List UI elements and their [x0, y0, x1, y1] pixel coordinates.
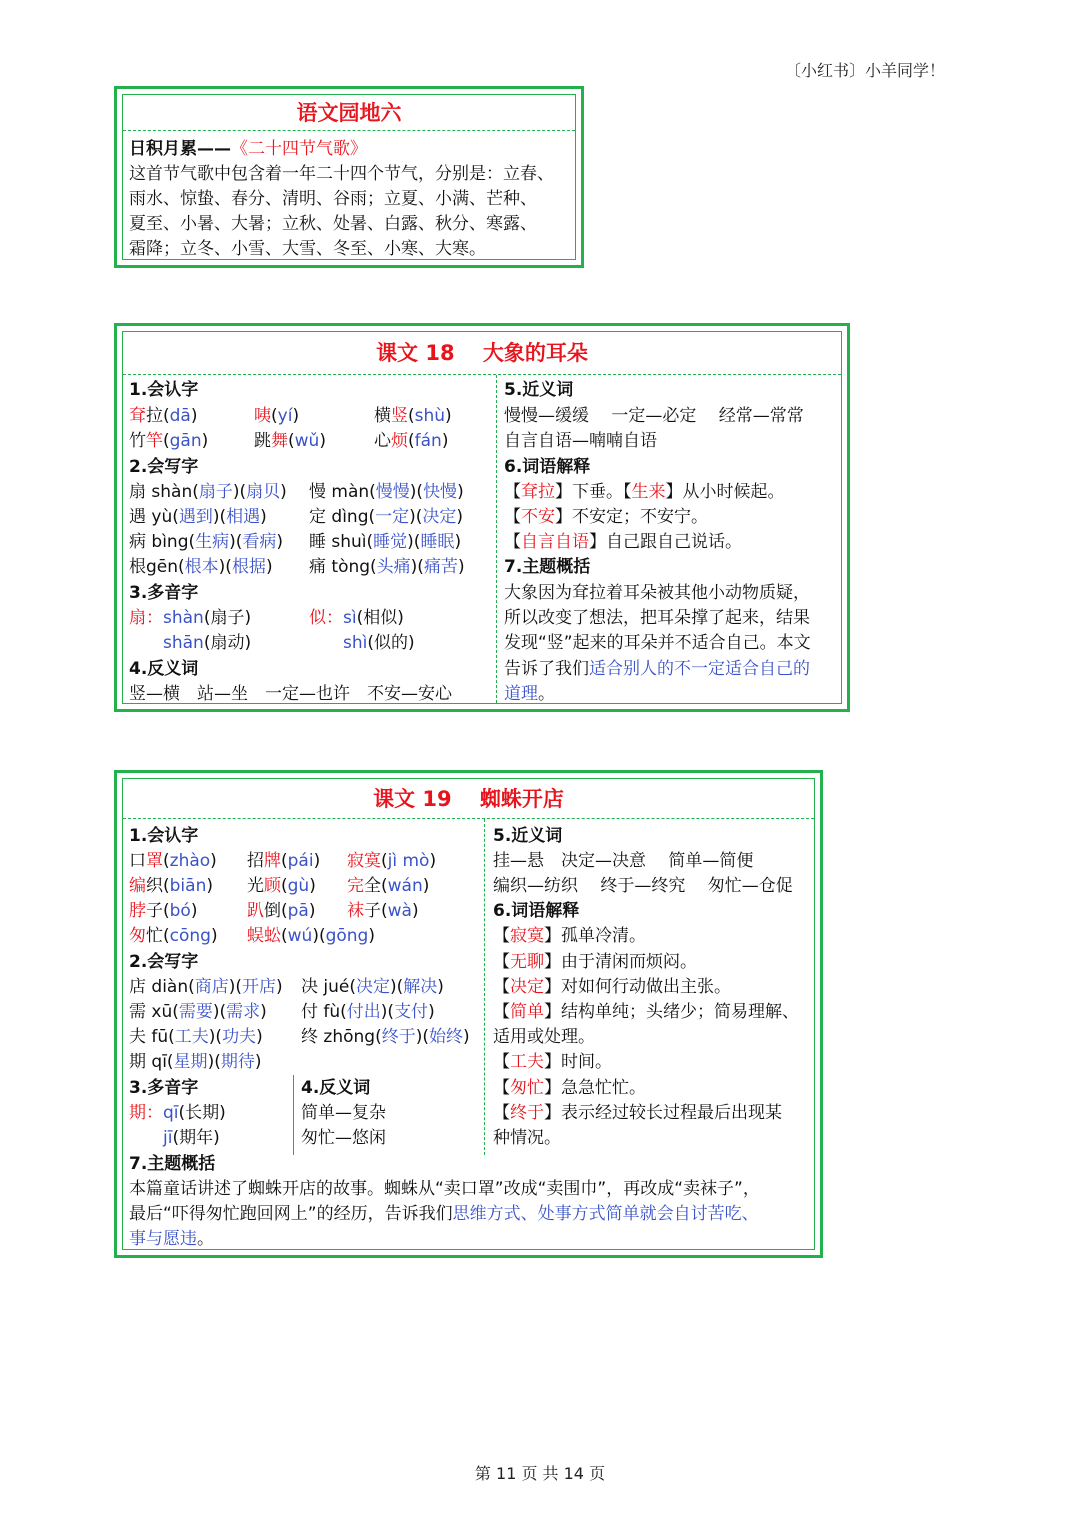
write-item: 终 zhōng(终于)(始终): [301, 1027, 470, 1047]
write-item: 根gēn(根本)(根据): [129, 557, 273, 577]
card-lesson-19: [114, 770, 823, 1258]
char-item: 心烦(fán): [374, 431, 449, 451]
write-item: 痛 tòng(头痛)(痛苦): [309, 557, 465, 577]
char-item: 蜈蚣(wú)(gōng): [247, 926, 375, 946]
heading-duoyinzi: 3.多音字: [129, 1078, 199, 1098]
polyphone-item: 期：qī(长期): [129, 1103, 226, 1123]
heading-jinyici: 5.近义词: [504, 380, 574, 400]
heading-duoyinzi: 3.多音字: [129, 583, 199, 603]
heading-huixiezi: 2.会写字: [129, 457, 199, 477]
summary-line: 事与愿违。: [129, 1229, 214, 1249]
char-item: 袜子(wà): [347, 901, 419, 921]
char-item: 咦(yí): [254, 406, 300, 426]
char-item: 匆忙(cōng): [129, 926, 218, 946]
heading-huixiezi: 2.会写字: [129, 952, 199, 972]
body-line: 雨水、惊蛰、春分、清明、谷雨；立夏、小满、芒种、: [129, 189, 537, 209]
definition-item: 【匆忙】急急忙忙。: [493, 1078, 646, 1098]
definition-item: 【不安】不安定；不安宁。: [504, 507, 708, 527]
summary-line: 大象因为耷拉着耳朵被其他小动物质疑，: [504, 583, 810, 603]
summary-line: 最后“吓得匆忙跑回网上”的经历，告诉我们思维方式、处事方式简单就会自讨苦吃、: [129, 1204, 759, 1224]
summary-line: 本篇童话讲述了蜘蛛开店的故事。蜘蛛从“卖口罩”改成“卖围巾”，再改成“卖袜子”，: [129, 1179, 760, 1199]
definition-item: 【耷拉】下垂。【生来】从小时候起。: [504, 482, 785, 502]
char-item: 寂寞(jì mò): [347, 851, 437, 871]
definition-item: 【寂寞】孤单冷清。: [493, 926, 646, 946]
antonym-line: 简单—复杂: [301, 1103, 386, 1123]
polyphone-item: 似：sì(相似): [309, 608, 404, 628]
write-item: 期 qī(星期)(期待): [129, 1052, 262, 1072]
char-item: 口罩(zhào): [129, 851, 217, 871]
body-line: 霜降；立冬、小雪、大雪、冬至、小寒、大寒。: [129, 239, 486, 259]
summary-line: 所以改变了想法，把耳朵撑了起来，结果: [504, 608, 810, 628]
polyphone-item: shān(扇动): [163, 633, 252, 653]
write-item: 店 diàn(商店)(开店): [129, 977, 283, 997]
summary-line: 道理。: [504, 684, 555, 704]
page-number: 第 11 页 共 14 页: [474, 1464, 606, 1483]
card-title: 课文 18 大象的耳朵: [123, 332, 841, 375]
heading-fanyici: 4.反义词: [301, 1078, 371, 1098]
definition-item: 【终于】表示经过较长过程最后出现某: [493, 1103, 782, 1123]
char-item: 招牌(pái): [247, 851, 321, 871]
polyphone-item: shì(似的): [343, 633, 415, 653]
heading-jinyici: 5.近义词: [493, 826, 563, 846]
definition-item: 【工夫】时间。: [493, 1052, 612, 1072]
card-yuwen-yuandi: [114, 86, 584, 268]
antonym-line: 竖—横 站—坐 一定—也许 不安—安心: [129, 684, 452, 704]
char-item: 跳舞(wǔ): [254, 431, 326, 451]
char-item: 光顾(gù): [247, 876, 316, 896]
definition-item: 【无聊】由于清闲而烦闷。: [493, 952, 697, 972]
char-item: 耷拉(dā): [129, 406, 198, 426]
char-item: 竹竿(gān): [129, 431, 209, 451]
char-item: 脖子(bó): [129, 901, 198, 921]
watermark: 〔小红书〕小羊同学！: [784, 61, 945, 80]
card-title: 语文园地六: [123, 95, 575, 131]
definition-item: 【简单】结构单纯；头绪少；简易理解、: [493, 1002, 799, 1022]
heading-ciyujieshi: 6.词语解释: [493, 901, 580, 921]
heading-zhutigaikuo: 7.主题概括: [129, 1154, 216, 1174]
definition-item: 【决定】对如何行动做出主张。: [493, 977, 731, 997]
summary-line: 发现“竖”起来的耳朵并不适合自己。本文: [504, 633, 811, 653]
definition-item: 【自言自语】自己跟自己说话。: [504, 532, 742, 552]
char-item: 编织(biān): [129, 876, 213, 896]
heading-ciyujieshi: 6.词语解释: [504, 457, 591, 477]
char-item: 横竖(shù): [374, 406, 452, 426]
synonym-line: 挂—悬 决定—决意 简单—简便: [493, 851, 754, 871]
char-item: 完全(wán): [347, 876, 430, 896]
polyphone-item: 扇：shàn(扇子): [129, 608, 252, 628]
heading-fanyici: 4.反义词: [129, 659, 199, 679]
definition-item: 种情况。: [493, 1128, 561, 1148]
column-divider: [496, 375, 497, 703]
write-item: 病 bìng(生病)(看病): [129, 532, 284, 552]
body-line: 这首节气歌中包含着一年二十四个节气，分别是：立春、: [129, 164, 554, 184]
write-item: 定 dìng(一定)(决定): [309, 507, 464, 527]
heading-huirenzi: 1.会认字: [129, 826, 199, 846]
write-item: 慢 màn(慢慢)(快慢): [309, 482, 464, 502]
column-divider: [293, 1075, 294, 1155]
char-item: 趴倒(pā): [247, 901, 316, 921]
card-title: 课文 19 蜘蛛开店: [123, 779, 814, 819]
summary-line: 告诉了我们适合别人的不一定适合自己的: [504, 659, 810, 679]
heading-huirenzi: 1.会认字: [129, 380, 199, 400]
synonym-line: 编织—纺织 终于—终究 匆忙—仓促: [493, 876, 793, 896]
write-item: 决 jué(决定)(解决): [301, 977, 444, 997]
polyphone-item: jī(期年): [163, 1128, 220, 1148]
write-item: 需 xū(需要)(需求): [129, 1002, 267, 1022]
body-line: 夏至、小暑、大暑；立秋、处暑、白露、秋分、寒露、: [129, 214, 537, 234]
column-divider: [484, 819, 485, 1155]
write-item: 睡 shuì(睡觉)(睡眠): [309, 532, 462, 552]
card-lesson-18: [114, 323, 850, 712]
write-item: 夫 fū(工夫)(功夫): [129, 1027, 263, 1047]
section-heading: 日积月累——《二十四节气歌》: [129, 139, 367, 159]
write-item: 遇 yù(遇到)(相遇): [129, 507, 267, 527]
write-item: 付 fù(付出)(支付): [301, 1002, 435, 1022]
synonym-line: 自言自语—喃喃自语: [504, 431, 657, 451]
synonym-line: 慢慢—缓缓 一定—必定 经常—常常: [504, 406, 804, 426]
antonym-line: 匆忙—悠闲: [301, 1128, 386, 1148]
heading-zhutigaikuo: 7.主题概括: [504, 557, 591, 577]
write-item: 扇 shàn(扇子)(扇贝): [129, 482, 287, 502]
definition-item: 适用或处理。: [493, 1027, 595, 1047]
